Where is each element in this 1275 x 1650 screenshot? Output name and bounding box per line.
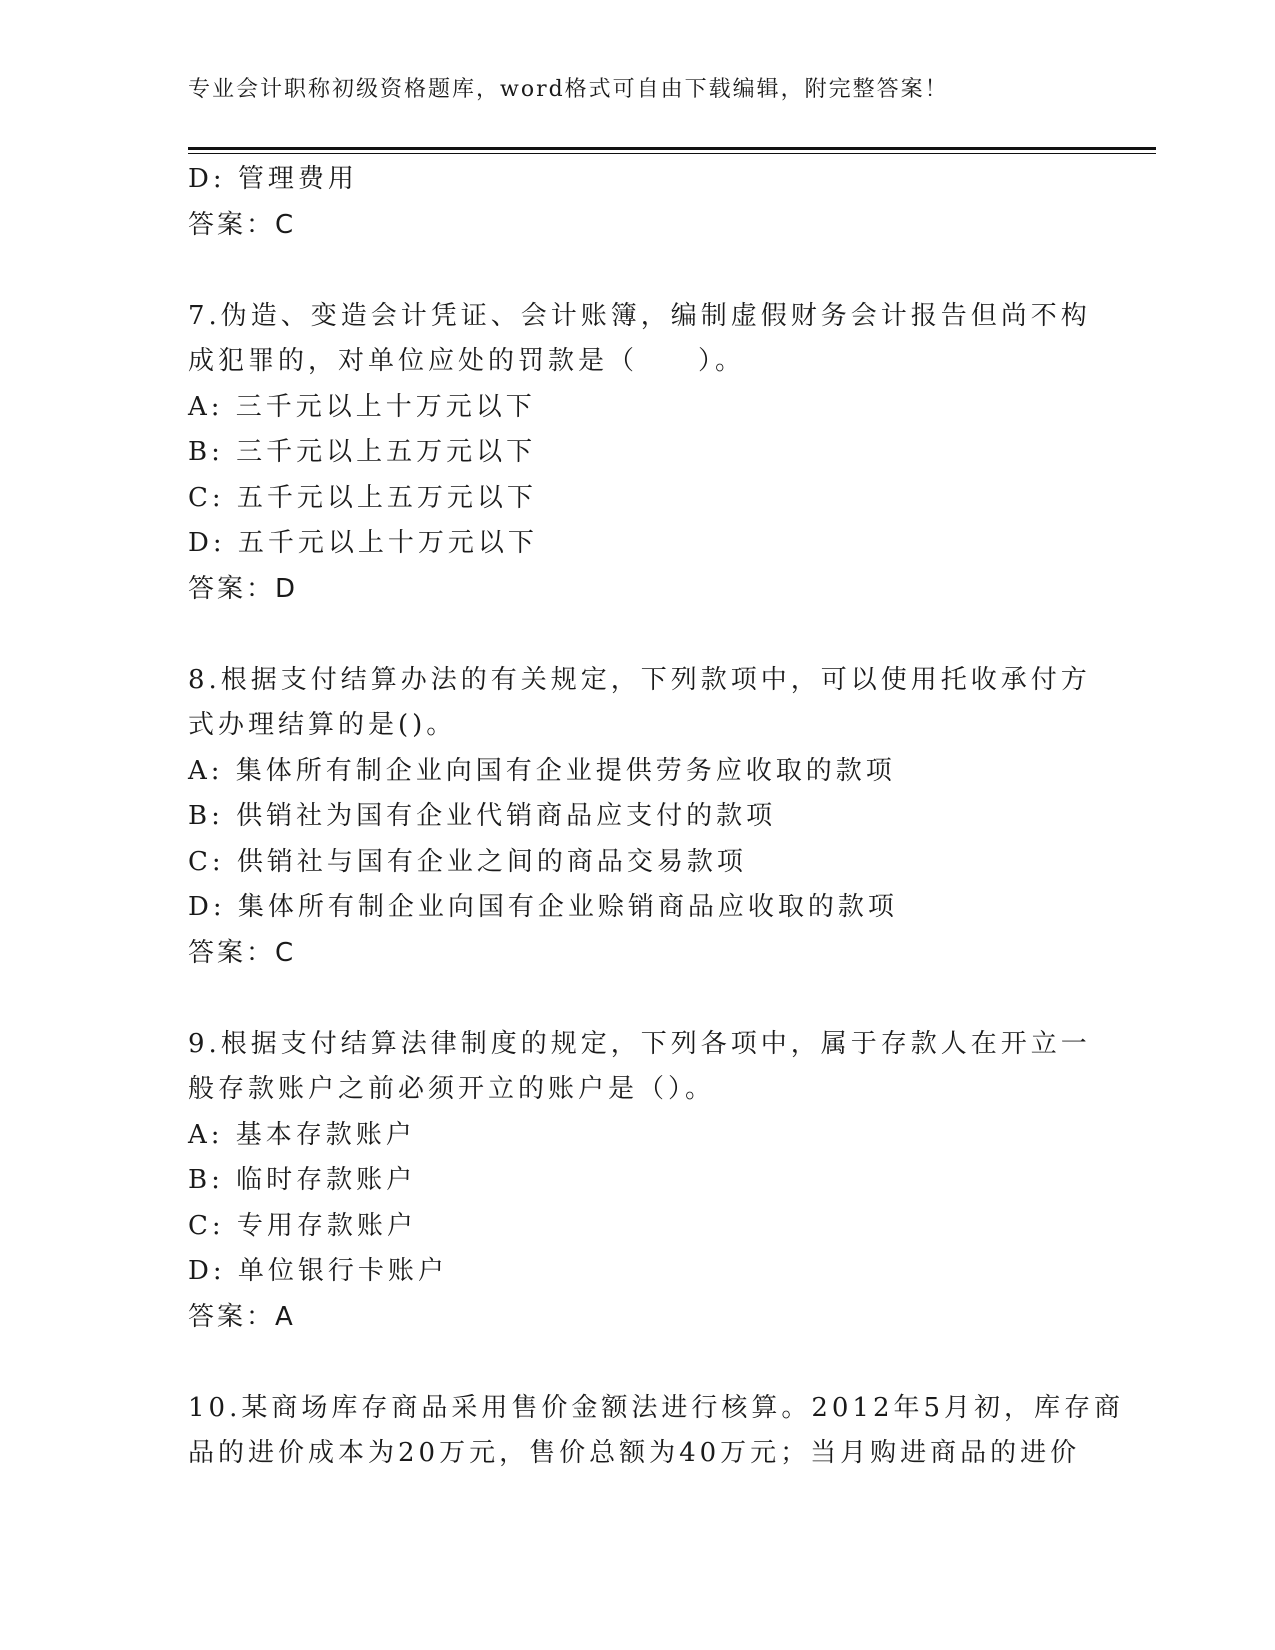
spacer [188,248,1088,294]
question-10 [188,1386,1125,1477]
option-c: C: 专用存款账户 [188,1210,417,1241]
option-b: B: 供销社为国有企业代销商品应支付的款项 [188,801,777,831]
spacer [188,976,1088,1022]
option-d: D: 五千元以上十万元以下 [188,528,538,558]
header-divider [188,147,1156,155]
header-divider-thick [188,147,1156,150]
answer: 答案：D [188,573,299,604]
option-c: C: 五千元以上五万元以下 [188,482,537,513]
option-c: C: 供销社与国有企业之间的商品交易款项 [188,846,747,877]
option-d: D: 单位银行卡账户 [188,1256,448,1286]
page-header: 专业会计职称初级资格题库，word格式可自由下载编辑，附完整答案！ [188,77,949,102]
answer: 答案：A [188,1301,296,1332]
question-stem: 8.根据支付结算办法的有关规定，下列款项中，可以使用托收承付方 [188,664,1091,695]
question-8 [188,658,1091,977]
option-a: A: 三千元以上十万元以下 [188,391,536,422]
option-a: A: 基本存款账户 [188,1119,416,1150]
header-divider-thin [188,153,1156,154]
question-stem: 7.伪造、变造会计凭证、会计账簿，编制虚假财务会计报告但尚不构 [188,300,1091,331]
option-d: D: 集体所有制企业向国有企业赊销商品应收取的款项 [188,892,898,922]
question-stem: 成犯罪的，对单位应处的罚款是（ ）。 [188,346,746,376]
question-stem: 9.根据支付结算法律制度的规定，下列各项中，属于存款人在开立一 [188,1028,1091,1059]
question-9 [188,1022,1091,1341]
option-b: B: 三千元以上五万元以下 [188,437,537,467]
spacer [188,612,1088,658]
question-stem: 般存款账户之前必须开立的账户是（）。 [188,1074,716,1104]
prev-answer: 答案：C [188,209,297,240]
option-b: B: 临时存款账户 [188,1165,417,1195]
question-stem: 式办理结算的是()。 [188,710,457,740]
question-7 [188,294,1091,613]
answer: 答案：C [188,937,297,968]
prev-option-d: D: 管理费用 [188,164,358,194]
question-stem: 10.某商场库存商品采用售价金额法进行核算。2012年5月初，库存商 [188,1392,1125,1423]
question-stem: 品的进价成本为20万元，售价总额为40万元；当月购进商品的进价 [188,1438,1081,1468]
option-a: A: 集体所有制企业向国有企业提供劳务应收取的款项 [188,755,896,786]
question-content [188,157,1125,1477]
spacer [188,1340,1088,1386]
